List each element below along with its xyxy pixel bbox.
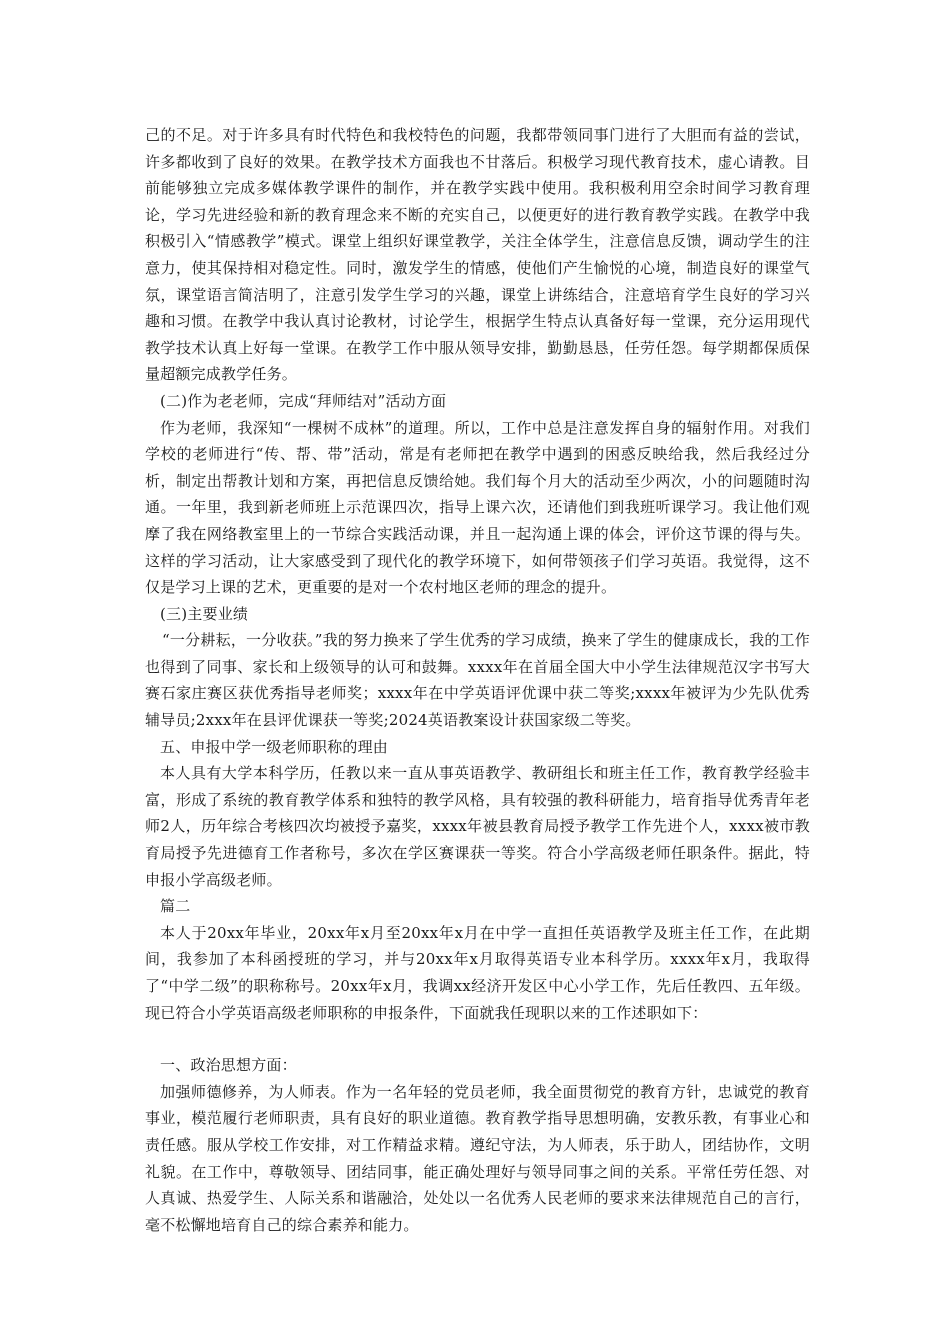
paragraph-teaching-practice: 己的不足。对于许多具有时代特色和我校特色的问题，我都带领同事门进行了大胆而有益的尝试，许多都收到了良好的效果。在教学技术方面我也不甘落后。积极学习现代教育技术，虚心请教。目前能够独立完成多媒体教学课件的制作，并在教学实践中使用。我积极利用空余时间学习教育理论，学习先进经验和新的教育理念来不断的充实自己，以便更好的进行教育教学实践。在教学中我积极引入“情感教学”模式。课堂上组织好课堂教学，关注全体学生，注意信息反馈，调动学生的注意力，使其保持相对稳定性。同时，激发学生的情感，使他们产生愉悦的心境，制造良好的课堂气氛，课堂语言简洁明了，注意引发学生学习的兴趣，课堂上讲练结合，注意培育学生良好的学习兴趣和习惯。在教学中我认真讨论教材，讨论学生，根据学生特点认真备好每一堂课，充分运用现代教学技术认真上好每一堂课。在教学工作中服从领导安排，勤勤恳恳，任劳任怨。每学期都保质保量超额完成教学任务。	[145, 126, 810, 384]
section-heading-achievements: (三)主要业绩	[160, 604, 249, 623]
paragraph-political-thought: 加强师德修养，为人师表。作为一名年轻的党员老师，我全面贯彻党的教育方针，忠诚党的教育事业，模范履行老师职责，具有良好的职业道德。教育教学指导思想明确，安教乐教，有事业心和责任感。服从学校工作安排，对工作精益求精。遵纪守法，为人师表，乐于助人，团结协作，文明礼貌。在工作中，尊敬领导、团结同事，能正确处理好与领导同事之间的关系。平常任劳任怨、对人真诚、热爱学生、人际关系和谐融洽，处处以一名优秀人民老师的要求来法律规范自己的言行，毫不松懈地培育自己的综合素养和能力。	[145, 1082, 810, 1234]
paragraph-mentoring: 作为老师，我深知“一棵树不成林”的道理。所以，工作中总是注意发挥自身的辐射作用。对我们学校的老师进行“传、帮、带”活动，常是有老师把在教学中遇到的困惑反映给我，然后我经过分析，制定出帮教计划和方案，再把信息反馈给她。我们每个月大的活动至少两次，小的问题随时沟通。一年里，我到新老师班上示范课四次，指导上课六次，还请他们到我班听课学习。我让他们观摩了我在网络教室里上的一节综合实践活动课，并且一起沟通上课的体会，评价这节课的得与失。这样的学习活动，让大家感受到了现代化的教学环境下，如何带领孩子们学习英语。我觉得，这不仅是学习上课的艺术，更重要的是对一个农村地区老师的理念的提升。	[145, 418, 810, 597]
paragraph-application-reason: 本人具有大学本科学历，任教以来一直从事英语教学、教研组长和班主任工作，教育教学经验丰富，形成了系统的教育教学体系和独特的教学风格，具有较强的教科研能力，培育指导优秀青年老师2人，历年综合考核四次均被授予嘉奖，xxxx年被县教育局授予教学工作先进个人，xxxx被市教育局授予先进德育工作者称号，多次在学区赛课获一等奖。符合小学高级老师任职条件。据此，特申报小学高级老师。	[145, 764, 810, 889]
blank-line	[145, 1026, 810, 1052]
section-heading-application-reason: 五、申报中学一级老师职称的理由	[160, 737, 389, 756]
section-heading-part-two: 篇二	[160, 897, 191, 916]
section-heading-mentoring: (二)作为老老师，完成“拜师结对”活动方面	[160, 391, 447, 410]
section-heading-political-thought: 一、政治思想方面：	[160, 1056, 297, 1075]
document-body	[145, 122, 810, 1238]
paragraph-achievements: “一分耕耘，一分收获。”我的努力换来了学生优秀的学习成绩，换来了学生的健康成长，我的工作也得到了同事、家长和上级领导的认可和鼓舞。xxxx年在首届全国大中小学生法律规范汉字书写大赛石家庄赛区获优秀指导老师奖；xxxx年在中学英语评优课中获二等奖;xxxx年被评为少先队优秀辅导员;2xxx年在县评优课获一等奖;2024英语教案设计获国家级二等奖。	[145, 631, 810, 730]
paragraph-career-summary: 本人于20xx年毕业，20xx年x月至20xx年x月在中学一直担任英语教学及班主任工作，在此期间，我参加了本科函授班的学习，并与20xx年x月取得英语专业本科学历。xxxx年x月，我取得了“中学二级”的职称称号。20xx年x月，我调xx经济开发区中心小学工作，先后任教四、五年级。现已符合小学英语高级老师职称的申报条件，下面就我任现职以来的工作述职如下：	[145, 923, 810, 1022]
